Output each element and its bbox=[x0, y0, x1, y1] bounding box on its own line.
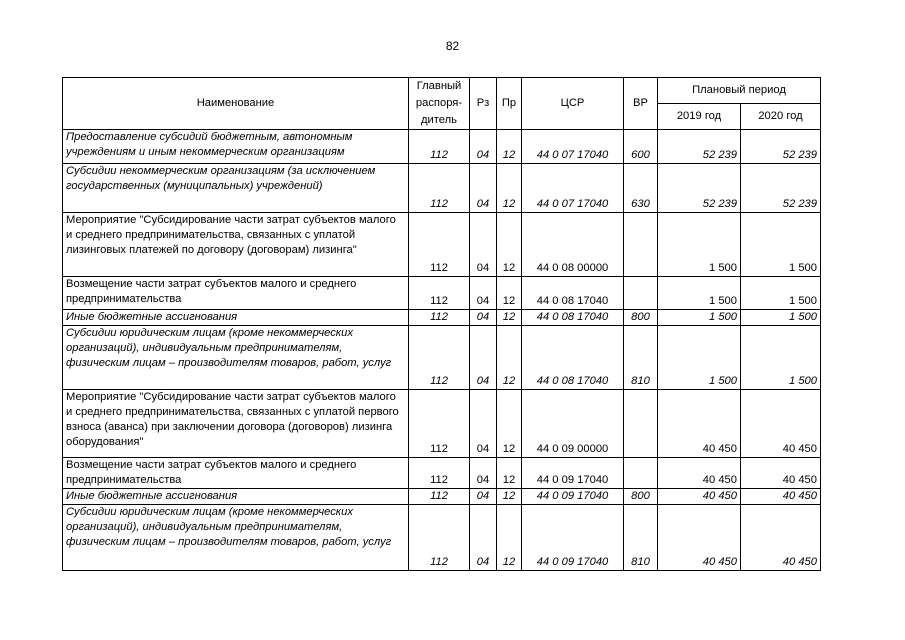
row-name: Иные бюджетные ассигнования bbox=[63, 310, 409, 326]
row-2019: 52 239 bbox=[658, 164, 741, 213]
row-2020: 52 239 bbox=[741, 164, 821, 213]
row-2019: 52 239 bbox=[658, 130, 741, 164]
table-row bbox=[63, 489, 821, 505]
row-2019: 40 450 bbox=[658, 458, 741, 489]
row-rz: 04 bbox=[470, 164, 497, 213]
row-vr bbox=[624, 213, 658, 277]
table-row bbox=[63, 390, 821, 458]
header-name: Наименование bbox=[63, 78, 409, 130]
header-planned-period: Плановый период bbox=[658, 78, 821, 104]
row-pr: 12 bbox=[497, 326, 522, 390]
row-csr: 44 0 07 17040 bbox=[522, 130, 624, 164]
row-2020: 40 450 bbox=[741, 505, 821, 571]
row-pr: 12 bbox=[497, 489, 522, 505]
row-rz: 04 bbox=[470, 489, 497, 505]
row-name: Субсидии юридическим лицам (кроме некоммерческих организаций), индивидуальным предпринимателям, физическим лицам – производителям товаров, работ, услуг bbox=[63, 326, 409, 390]
row-chief-admin: 112 bbox=[409, 458, 470, 489]
row-vr bbox=[624, 458, 658, 489]
row-csr: 44 0 08 17040 bbox=[522, 310, 624, 326]
row-csr: 44 0 09 00000 bbox=[522, 390, 624, 458]
row-2019: 40 450 bbox=[658, 505, 741, 571]
row-pr: 12 bbox=[497, 505, 522, 571]
row-pr: 12 bbox=[497, 277, 522, 310]
row-pr: 12 bbox=[497, 390, 522, 458]
row-csr: 44 0 09 17040 bbox=[522, 505, 624, 571]
row-2020: 1 500 bbox=[741, 310, 821, 326]
row-name: Возмещение части затрат субъектов малого и среднего предпринимательства bbox=[63, 277, 409, 310]
row-chief-admin: 112 bbox=[409, 130, 470, 164]
row-rz: 04 bbox=[470, 458, 497, 489]
row-rz: 04 bbox=[470, 213, 497, 277]
row-2019: 1 500 bbox=[658, 213, 741, 277]
row-chief-admin: 112 bbox=[409, 213, 470, 277]
row-vr: 810 bbox=[624, 326, 658, 390]
table-row bbox=[63, 310, 821, 326]
row-chief-admin: 112 bbox=[409, 326, 470, 390]
table-row bbox=[63, 213, 821, 277]
header-vr: ВР bbox=[624, 78, 658, 130]
row-2019: 1 500 bbox=[658, 326, 741, 390]
header-chief-admin: Главный распоря-дитель bbox=[409, 78, 470, 130]
row-name: Мероприятие "Субсидирование части затрат субъектов малого и среднего предпринимательства, связанных с уплатой лизинговых платежей по договору (договорам) лизинга" bbox=[63, 213, 409, 277]
row-2019: 40 450 bbox=[658, 390, 741, 458]
table-row bbox=[63, 130, 821, 164]
row-rz: 04 bbox=[470, 326, 497, 390]
row-pr: 12 bbox=[497, 164, 522, 213]
table-row bbox=[63, 505, 821, 571]
header-year-2020: 2020 год bbox=[741, 104, 821, 130]
row-chief-admin: 112 bbox=[409, 164, 470, 213]
row-2020: 52 239 bbox=[741, 130, 821, 164]
row-vr bbox=[624, 390, 658, 458]
row-vr: 600 bbox=[624, 130, 658, 164]
row-chief-admin: 112 bbox=[409, 390, 470, 458]
row-rz: 04 bbox=[470, 277, 497, 310]
row-name: Иные бюджетные ассигнования bbox=[63, 489, 409, 505]
table-row bbox=[63, 326, 821, 390]
row-2019: 40 450 bbox=[658, 489, 741, 505]
row-name: Мероприятие "Субсидирование части затрат субъектов малого и среднего предпринимательства, связанных с уплатой первого взноса (аванса) при заключении договора (договоров) лизинга оборудования" bbox=[63, 390, 409, 458]
row-2019: 1 500 bbox=[658, 277, 741, 310]
row-chief-admin: 112 bbox=[409, 505, 470, 571]
row-2020: 1 500 bbox=[741, 277, 821, 310]
row-csr: 44 0 08 00000 bbox=[522, 213, 624, 277]
table-row bbox=[63, 277, 821, 310]
row-2020: 40 450 bbox=[741, 390, 821, 458]
row-rz: 04 bbox=[470, 390, 497, 458]
row-rz: 04 bbox=[470, 310, 497, 326]
header-csr: ЦСР bbox=[522, 78, 624, 130]
row-name: Субсидии некоммерческим организациям (за исключением государственных (муниципальных) учреждений) bbox=[63, 164, 409, 213]
header-pr: Пр bbox=[497, 78, 522, 130]
row-vr: 810 bbox=[624, 505, 658, 571]
row-2020: 1 500 bbox=[741, 213, 821, 277]
row-pr: 12 bbox=[497, 130, 522, 164]
row-chief-admin: 112 bbox=[409, 489, 470, 505]
row-csr: 44 0 08 17040 bbox=[522, 326, 624, 390]
row-csr: 44 0 07 17040 bbox=[522, 164, 624, 213]
row-vr: 800 bbox=[624, 489, 658, 505]
row-2020: 1 500 bbox=[741, 326, 821, 390]
row-csr: 44 0 09 17040 bbox=[522, 458, 624, 489]
row-2019: 1 500 bbox=[658, 310, 741, 326]
row-2020: 40 450 bbox=[741, 458, 821, 489]
row-vr: 800 bbox=[624, 310, 658, 326]
table-row bbox=[63, 458, 821, 489]
header-rz: Рз bbox=[470, 78, 497, 130]
row-csr: 44 0 08 17040 bbox=[522, 277, 624, 310]
row-rz: 04 bbox=[470, 130, 497, 164]
row-pr: 12 bbox=[497, 458, 522, 489]
budget-table bbox=[62, 77, 821, 571]
row-vr bbox=[624, 277, 658, 310]
row-name: Возмещение части затрат субъектов малого и среднего предпринимательства bbox=[63, 458, 409, 489]
row-rz: 04 bbox=[470, 505, 497, 571]
table-row bbox=[63, 164, 821, 213]
row-pr: 12 bbox=[497, 213, 522, 277]
row-chief-admin: 112 bbox=[409, 310, 470, 326]
header-year-2019: 2019 год bbox=[658, 104, 741, 130]
row-pr: 12 bbox=[497, 310, 522, 326]
row-name: Субсидии юридическим лицам (кроме некоммерческих организаций), индивидуальным предпринимателям, физическим лицам – производителям товаров, работ, услуг bbox=[63, 505, 409, 571]
row-2020: 40 450 bbox=[741, 489, 821, 505]
row-name: Предоставление субсидий бюджетным, автономным учреждениям и иным некоммерческим организациям bbox=[63, 130, 409, 164]
row-vr: 630 bbox=[624, 164, 658, 213]
row-csr: 44 0 09 17040 bbox=[522, 489, 624, 505]
page-number: 82 bbox=[445, 39, 460, 53]
row-chief-admin: 112 bbox=[409, 277, 470, 310]
